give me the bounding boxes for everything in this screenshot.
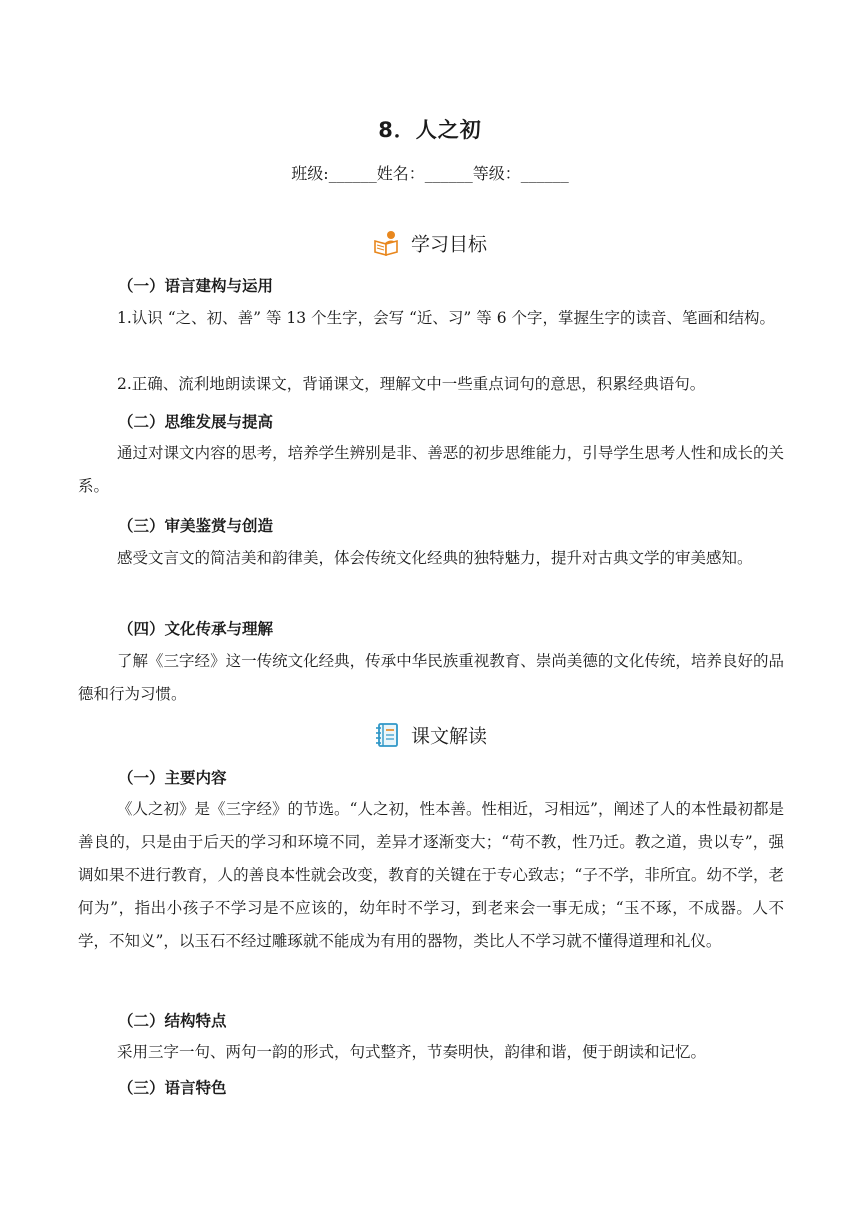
reading-person-icon: [373, 229, 401, 257]
subsection-heading: （一）主要内容: [118, 769, 227, 787]
subsection-heading: （三）语言特色: [118, 1079, 227, 1097]
paragraph: 《人之初》是《三字经》的节选。“人之初，性本善。性相近，习相远”，阐述了人的本性最初都是善良的，只是由于后天的学习和环境不同，差异才逐渐变大；“苟不教，性乃迁。教之道，贵以专”，强调如果不进行教育，人的善良本性就会改变，教育的关键在于专心致志；“子不学，非所宜。幼不学，老何为”，指出小孩子不学习是不应该的，幼年时不学习，到老来会一事无成；“玉不琢，不成器。人不学，不知义”，以玉石不经过雕琢就不能成为有用的器物，类比人不学习就不懂得道理和礼仪。: [78, 800, 784, 950]
subsection-heading: （二）思维发展与提高: [118, 413, 274, 431]
student-info-line: 班级:______姓名：______等级：______: [291, 164, 569, 183]
subsection-heading: （三）审美鉴赏与创造: [118, 517, 274, 535]
subsection-heading: （四）文化传承与理解: [118, 620, 274, 638]
page-title: 8．人之初: [378, 118, 482, 142]
subsection-heading: （二）结构特点: [118, 1012, 227, 1030]
section-heading-reading: [0, 721, 860, 749]
notebook-icon: [373, 721, 401, 749]
section-heading-text: 学习目标: [410, 233, 487, 256]
paragraph: 通过对课文内容的思考，培养学生辨别是非、善恶的初步思维能力，引导学生思考人性和成长的关系。: [78, 444, 784, 495]
paragraph: 采用三字一句、两句一韵的形式，句式整齐，节奏明快，韵律和谐，便于朗读和记忆。: [117, 1043, 707, 1061]
section-heading-goals: [0, 229, 860, 257]
paragraph: 1.认识 “之、初、善” 等 13 个生字，会写 “近、习” 等 6 个字，掌握生字的读音、笔画和结构。: [117, 309, 775, 327]
subsection-heading: （一）语言建构与运用: [118, 277, 274, 295]
section-heading-text: 课文解读: [410, 725, 487, 748]
paragraph: 2.正确、流利地朗读课文，背诵课文，理解文中一些重点词句的意思，积累经典语句。: [117, 375, 706, 393]
paragraph: 感受文言文的简洁美和韵律美，体会传统文化经典的独特魅力，提升对古典文学的审美感知。: [117, 549, 753, 567]
paragraph: 了解《三字经》这一传统文化经典，传承中华民族重视教育、崇尚美德的文化传统，培养良好的品德和行为习惯。: [78, 652, 784, 703]
